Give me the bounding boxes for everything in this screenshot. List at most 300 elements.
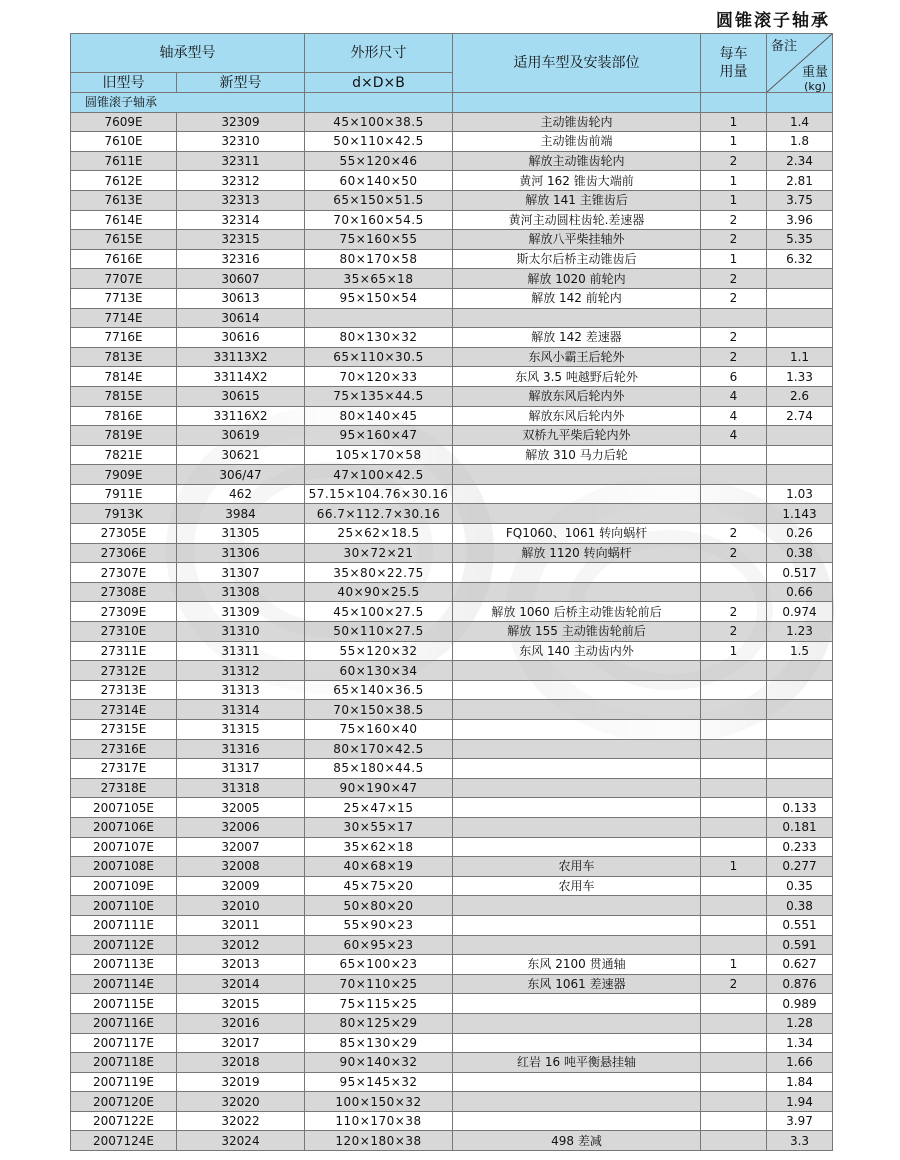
weight-cell: 0.551 bbox=[767, 915, 833, 935]
new-model-cell: 32010 bbox=[177, 896, 305, 916]
quantity-cell bbox=[701, 1033, 767, 1053]
table-row bbox=[71, 543, 833, 563]
table-row bbox=[71, 112, 833, 132]
old-model-cell: 2007117E bbox=[71, 1033, 177, 1053]
new-model-cell: 32022 bbox=[177, 1111, 305, 1131]
dimension-cell: 55×90×23 bbox=[305, 915, 453, 935]
quantity-cell bbox=[701, 837, 767, 857]
new-model-cell: 306/47 bbox=[177, 465, 305, 485]
weight-cell: 1.143 bbox=[767, 504, 833, 524]
dimension-cell: 80×140×45 bbox=[305, 406, 453, 426]
application-cell bbox=[453, 1072, 701, 1092]
old-model-cell: 7716E bbox=[71, 328, 177, 348]
dimension-cell: 40×90×25.5 bbox=[305, 582, 453, 602]
application-cell bbox=[453, 504, 701, 524]
quantity-cell bbox=[701, 700, 767, 720]
new-model-header: 新型号 bbox=[177, 73, 305, 93]
old-model-cell: 7911E bbox=[71, 484, 177, 504]
quantity-cell bbox=[701, 1131, 767, 1151]
new-model-cell: 32311 bbox=[177, 151, 305, 171]
table-row bbox=[71, 465, 833, 485]
application-cell: 农用车 bbox=[453, 876, 701, 896]
weight-cell: 0.277 bbox=[767, 857, 833, 877]
dimension-cell: 60×95×23 bbox=[305, 935, 453, 955]
quantity-cell bbox=[701, 994, 767, 1014]
dimension-cell: 50×110×42.5 bbox=[305, 132, 453, 152]
page-title: 圆锥滚子轴承 bbox=[716, 11, 830, 31]
dimension-cell: 80×130×32 bbox=[305, 328, 453, 348]
table-row bbox=[71, 171, 833, 191]
application-cell bbox=[453, 700, 701, 720]
application-cell: 解放东风后轮内外 bbox=[453, 406, 701, 426]
table-row bbox=[71, 406, 833, 426]
weight-cell bbox=[767, 328, 833, 348]
weight-cell: 0.591 bbox=[767, 935, 833, 955]
table-row bbox=[71, 288, 833, 308]
application-cell: 东风 3.5 吨越野后轮外 bbox=[453, 367, 701, 387]
old-model-cell: 7815E bbox=[71, 386, 177, 406]
old-model-cell: 2007105E bbox=[71, 798, 177, 818]
new-model-cell: 31307 bbox=[177, 563, 305, 583]
dimension-cell: 60×130×34 bbox=[305, 661, 453, 681]
table-row bbox=[71, 935, 833, 955]
table-row bbox=[71, 210, 833, 230]
dimension-cell: 75×115×25 bbox=[305, 994, 453, 1014]
old-model-cell: 27318E bbox=[71, 778, 177, 798]
quantity-cell bbox=[701, 1072, 767, 1092]
application-cell bbox=[453, 935, 701, 955]
application-cell: 解放 1060 后桥主动锥齿轮前后 bbox=[453, 602, 701, 622]
new-model-cell: 32007 bbox=[177, 837, 305, 857]
dimension-cell: 25×47×15 bbox=[305, 798, 453, 818]
section-row bbox=[71, 93, 833, 113]
weight-cell: 0.133 bbox=[767, 798, 833, 818]
table-row bbox=[71, 269, 833, 289]
old-model-cell: 2007122E bbox=[71, 1111, 177, 1131]
new-model-cell: 30607 bbox=[177, 269, 305, 289]
old-model-cell: 27311E bbox=[71, 641, 177, 661]
application-cell: 主动锥齿前端 bbox=[453, 132, 701, 152]
new-model-cell: 32008 bbox=[177, 857, 305, 877]
table-row bbox=[71, 504, 833, 524]
quantity-cell: 1 bbox=[701, 249, 767, 269]
old-model-cell: 7821E bbox=[71, 445, 177, 465]
weight-cell: 0.517 bbox=[767, 563, 833, 583]
quantity-cell bbox=[701, 896, 767, 916]
new-model-cell: 31316 bbox=[177, 739, 305, 759]
quantity-cell bbox=[701, 465, 767, 485]
table-row bbox=[71, 896, 833, 916]
new-model-cell: 31313 bbox=[177, 680, 305, 700]
per-vehicle-header bbox=[701, 34, 767, 93]
quantity-cell: 6 bbox=[701, 367, 767, 387]
application-cell bbox=[453, 465, 701, 485]
quantity-cell: 2 bbox=[701, 230, 767, 250]
new-model-cell: 32009 bbox=[177, 876, 305, 896]
quantity-cell bbox=[701, 582, 767, 602]
quantity-cell: 2 bbox=[701, 622, 767, 642]
quantity-cell bbox=[701, 563, 767, 583]
dimension-cell: 30×72×21 bbox=[305, 543, 453, 563]
dimension-cell: 95×150×54 bbox=[305, 288, 453, 308]
weight-cell: 1.66 bbox=[767, 1053, 833, 1073]
application-cell: 黄河 162 锥齿大端前 bbox=[453, 171, 701, 191]
quantity-cell bbox=[701, 759, 767, 779]
dimension-cell: 47×100×42.5 bbox=[305, 465, 453, 485]
application-cell: 双桥九平柴后轮内外 bbox=[453, 426, 701, 446]
old-model-cell: 2007107E bbox=[71, 837, 177, 857]
application-cell: 解放 142 前轮内 bbox=[453, 288, 701, 308]
weight-cell bbox=[767, 739, 833, 759]
dimension-cell: 75×135×44.5 bbox=[305, 386, 453, 406]
weight-cell: 1.28 bbox=[767, 1013, 833, 1033]
application-cell bbox=[453, 582, 701, 602]
quantity-cell: 2 bbox=[701, 269, 767, 289]
old-model-cell: 7609E bbox=[71, 112, 177, 132]
application-cell bbox=[453, 1092, 701, 1112]
new-model-cell: 462 bbox=[177, 484, 305, 504]
old-model-cell: 2007115E bbox=[71, 994, 177, 1014]
table-row bbox=[71, 1072, 833, 1092]
weight-cell: 1.03 bbox=[767, 484, 833, 504]
old-model-cell: 2007106E bbox=[71, 817, 177, 837]
old-model-cell: 7613E bbox=[71, 190, 177, 210]
bearing-model-header: 轴承型号 bbox=[71, 34, 305, 73]
quantity-cell: 1 bbox=[701, 955, 767, 975]
dimension-cell: 70×120×33 bbox=[305, 367, 453, 387]
table-row bbox=[71, 367, 833, 387]
weight-cell: 0.233 bbox=[767, 837, 833, 857]
weight-cell bbox=[767, 288, 833, 308]
weight-cell: 1.1 bbox=[767, 347, 833, 367]
table-row bbox=[71, 524, 833, 544]
new-model-cell: 31311 bbox=[177, 641, 305, 661]
new-model-cell: 32020 bbox=[177, 1092, 305, 1112]
new-model-cell: 31305 bbox=[177, 524, 305, 544]
application-cell bbox=[453, 308, 701, 328]
weight-cell bbox=[767, 759, 833, 779]
weight-cell: 0.876 bbox=[767, 974, 833, 994]
old-model-cell: 2007112E bbox=[71, 935, 177, 955]
application-cell bbox=[453, 817, 701, 837]
new-model-cell: 32014 bbox=[177, 974, 305, 994]
dimension-cell: 75×160×55 bbox=[305, 230, 453, 250]
table-row bbox=[71, 328, 833, 348]
new-model-cell: 32018 bbox=[177, 1053, 305, 1073]
table-row bbox=[71, 602, 833, 622]
weight-cell bbox=[767, 700, 833, 720]
old-model-cell: 2007124E bbox=[71, 1131, 177, 1151]
quantity-cell: 1 bbox=[701, 641, 767, 661]
weight-cell: 3.3 bbox=[767, 1131, 833, 1151]
application-cell bbox=[453, 720, 701, 740]
old-model-cell: 7909E bbox=[71, 465, 177, 485]
new-model-cell: 31306 bbox=[177, 543, 305, 563]
weight-cell: 0.38 bbox=[767, 896, 833, 916]
old-model-cell: 7713E bbox=[71, 288, 177, 308]
quantity-cell: 2 bbox=[701, 543, 767, 563]
old-model-cell: 7816E bbox=[71, 406, 177, 426]
dimension-cell: 105×170×58 bbox=[305, 445, 453, 465]
table-row bbox=[71, 132, 833, 152]
weight-cell: 3.97 bbox=[767, 1111, 833, 1131]
old-model-cell: 7813E bbox=[71, 347, 177, 367]
new-model-cell: 33113X2 bbox=[177, 347, 305, 367]
old-model-cell: 2007116E bbox=[71, 1013, 177, 1033]
dimension-cell: 50×110×27.5 bbox=[305, 622, 453, 642]
weight-cell: 0.66 bbox=[767, 582, 833, 602]
application-cell: 解放 1020 前轮内 bbox=[453, 269, 701, 289]
table-row bbox=[71, 915, 833, 935]
application-cell: 红岩 16 吨平衡悬挂轴 bbox=[453, 1053, 701, 1073]
weight-cell: 2.34 bbox=[767, 151, 833, 171]
new-model-cell: 32015 bbox=[177, 994, 305, 1014]
old-model-cell: 7612E bbox=[71, 171, 177, 191]
table-row bbox=[71, 661, 833, 681]
dimension-cell: 85×180×44.5 bbox=[305, 759, 453, 779]
new-model-cell: 32006 bbox=[177, 817, 305, 837]
application-cell: 斯太尔后桥主动锥齿后 bbox=[453, 249, 701, 269]
dimension-cell: 45×100×27.5 bbox=[305, 602, 453, 622]
table-row bbox=[71, 837, 833, 857]
dimension-cell: 45×100×38.5 bbox=[305, 112, 453, 132]
old-model-cell: 27307E bbox=[71, 563, 177, 583]
new-model-cell: 31318 bbox=[177, 778, 305, 798]
old-model-cell: 2007118E bbox=[71, 1053, 177, 1073]
table-row bbox=[71, 249, 833, 269]
quantity-cell: 2 bbox=[701, 347, 767, 367]
new-model-cell: 30621 bbox=[177, 445, 305, 465]
quantity-cell: 2 bbox=[701, 151, 767, 171]
table-row bbox=[71, 1092, 833, 1112]
table-row bbox=[71, 386, 833, 406]
weight-cell bbox=[767, 445, 833, 465]
table-row bbox=[71, 876, 833, 896]
application-cell: 解放主动锥齿轮内 bbox=[453, 151, 701, 171]
old-model-cell: 7610E bbox=[71, 132, 177, 152]
application-cell: 主动锥齿轮内 bbox=[453, 112, 701, 132]
table-row bbox=[71, 700, 833, 720]
new-model-cell: 32312 bbox=[177, 171, 305, 191]
table-row bbox=[71, 426, 833, 446]
new-model-cell: 31317 bbox=[177, 759, 305, 779]
application-cell bbox=[453, 896, 701, 916]
dimension-cell: 30×55×17 bbox=[305, 817, 453, 837]
table-row bbox=[71, 484, 833, 504]
dimension-cell: 95×160×47 bbox=[305, 426, 453, 446]
old-model-cell: 7611E bbox=[71, 151, 177, 171]
old-model-cell: 7614E bbox=[71, 210, 177, 230]
weight-cell: 0.26 bbox=[767, 524, 833, 544]
new-model-cell: 32013 bbox=[177, 955, 305, 975]
dimension-cell: 85×130×29 bbox=[305, 1033, 453, 1053]
dimension-cell: 75×160×40 bbox=[305, 720, 453, 740]
quantity-cell bbox=[701, 935, 767, 955]
dimension-cell: 70×150×38.5 bbox=[305, 700, 453, 720]
weight-cell: 1.5 bbox=[767, 641, 833, 661]
weight-cell bbox=[767, 465, 833, 485]
weight-cell: 0.974 bbox=[767, 602, 833, 622]
remark-label: 备注 bbox=[771, 39, 798, 54]
old-model-cell: 27316E bbox=[71, 739, 177, 759]
dimension-cell: 70×110×25 bbox=[305, 974, 453, 994]
weight-cell: 5.35 bbox=[767, 230, 833, 250]
new-model-cell: 31308 bbox=[177, 582, 305, 602]
weight-cell: 1.34 bbox=[767, 1033, 833, 1053]
new-model-cell: 3984 bbox=[177, 504, 305, 524]
dimension-cell: 90×190×47 bbox=[305, 778, 453, 798]
application-cell bbox=[453, 837, 701, 857]
quantity-cell: 1 bbox=[701, 171, 767, 191]
new-model-cell: 30613 bbox=[177, 288, 305, 308]
new-model-cell: 32016 bbox=[177, 1013, 305, 1033]
old-model-cell: 27314E bbox=[71, 700, 177, 720]
old-model-cell: 7819E bbox=[71, 426, 177, 446]
dimension-cell: 50×80×20 bbox=[305, 896, 453, 916]
table-row bbox=[71, 680, 833, 700]
quantity-cell: 2 bbox=[701, 288, 767, 308]
weight-cell bbox=[767, 680, 833, 700]
quantity-cell bbox=[701, 661, 767, 681]
weight-cell: 2.6 bbox=[767, 386, 833, 406]
old-model-cell: 27306E bbox=[71, 543, 177, 563]
table-row bbox=[71, 582, 833, 602]
dimension-cell: 65×100×23 bbox=[305, 955, 453, 975]
application-cell: 东风小霸王后轮外 bbox=[453, 347, 701, 367]
dimension-cell: 90×140×32 bbox=[305, 1053, 453, 1073]
dimension-cell: 60×140×50 bbox=[305, 171, 453, 191]
weight-cell: 1.94 bbox=[767, 1092, 833, 1112]
old-model-cell: 27312E bbox=[71, 661, 177, 681]
old-model-cell: 2007108E bbox=[71, 857, 177, 877]
dimension-cell: 45×75×20 bbox=[305, 876, 453, 896]
weight-cell: 0.627 bbox=[767, 955, 833, 975]
new-model-cell: 30616 bbox=[177, 328, 305, 348]
old-model-cell: 2007114E bbox=[71, 974, 177, 994]
old-model-cell: 7616E bbox=[71, 249, 177, 269]
application-cell: FQ1060、1061 转向蜗杆 bbox=[453, 524, 701, 544]
quantity-cell: 2 bbox=[701, 210, 767, 230]
quantity-cell: 1 bbox=[701, 132, 767, 152]
application-cell: 东风 2100 贯通轴 bbox=[453, 955, 701, 975]
quantity-cell: 2 bbox=[701, 328, 767, 348]
table-row bbox=[71, 974, 833, 994]
old-model-cell: 27308E bbox=[71, 582, 177, 602]
application-cell: 农用车 bbox=[453, 857, 701, 877]
old-model-header: 旧型号 bbox=[71, 73, 177, 93]
quantity-cell bbox=[701, 915, 767, 935]
old-model-cell: 7913K bbox=[71, 504, 177, 524]
new-model-cell: 31310 bbox=[177, 622, 305, 642]
application-cell: 解放 142 差速器 bbox=[453, 328, 701, 348]
quantity-cell: 4 bbox=[701, 386, 767, 406]
new-model-cell: 30615 bbox=[177, 386, 305, 406]
application-cell: 东风 1061 差速器 bbox=[453, 974, 701, 994]
table-row bbox=[71, 641, 833, 661]
weight-cell: 0.181 bbox=[767, 817, 833, 837]
application-cell bbox=[453, 661, 701, 681]
old-model-cell: 7714E bbox=[71, 308, 177, 328]
per-vehicle-line2: 用量 bbox=[719, 64, 748, 80]
new-model-cell: 32019 bbox=[177, 1072, 305, 1092]
new-model-cell: 31309 bbox=[177, 602, 305, 622]
quantity-cell bbox=[701, 1111, 767, 1131]
table-row bbox=[71, 1013, 833, 1033]
dimension-cell: 25×62×18.5 bbox=[305, 524, 453, 544]
dimension-cell: 95×145×32 bbox=[305, 1072, 453, 1092]
old-model-cell: 2007113E bbox=[71, 955, 177, 975]
table-row bbox=[71, 857, 833, 877]
dimension-cell: 55×120×46 bbox=[305, 151, 453, 171]
quantity-cell bbox=[701, 1013, 767, 1033]
quantity-cell: 1 bbox=[701, 112, 767, 132]
dimension-cell bbox=[305, 308, 453, 328]
table-row bbox=[71, 151, 833, 171]
old-model-cell: 7615E bbox=[71, 230, 177, 250]
table-row bbox=[71, 563, 833, 583]
new-model-cell: 31312 bbox=[177, 661, 305, 681]
new-model-cell: 32017 bbox=[177, 1033, 305, 1053]
new-model-cell: 32313 bbox=[177, 190, 305, 210]
dimension-cell: 80×170×42.5 bbox=[305, 739, 453, 759]
quantity-cell bbox=[701, 504, 767, 524]
application-cell bbox=[453, 563, 701, 583]
new-model-cell: 33116X2 bbox=[177, 406, 305, 426]
old-model-cell: 27309E bbox=[71, 602, 177, 622]
dimensions-header: 外形尺寸 bbox=[305, 34, 453, 73]
new-model-cell: 32005 bbox=[177, 798, 305, 818]
application-cell: 黄河主动圆柱齿轮.差速器 bbox=[453, 210, 701, 230]
dimension-cell: 35×62×18 bbox=[305, 837, 453, 857]
quantity-cell bbox=[701, 1092, 767, 1112]
application-cell: 解放 310 马力后轮 bbox=[453, 445, 701, 465]
quantity-cell: 1 bbox=[701, 857, 767, 877]
weight-cell bbox=[767, 426, 833, 446]
table-row bbox=[71, 955, 833, 975]
weight-cell: 1.8 bbox=[767, 132, 833, 152]
table-row bbox=[71, 798, 833, 818]
new-model-cell: 33114X2 bbox=[177, 367, 305, 387]
table-row bbox=[71, 817, 833, 837]
quantity-cell bbox=[701, 308, 767, 328]
new-model-cell: 32314 bbox=[177, 210, 305, 230]
table-row bbox=[71, 720, 833, 740]
old-model-cell: 2007119E bbox=[71, 1072, 177, 1092]
old-model-cell: 2007111E bbox=[71, 915, 177, 935]
old-model-cell: 27310E bbox=[71, 622, 177, 642]
section-empty-cell bbox=[453, 93, 701, 113]
application-cell bbox=[453, 1013, 701, 1033]
dimension-cell: 35×80×22.75 bbox=[305, 563, 453, 583]
application-cell: 498 差减 bbox=[453, 1131, 701, 1151]
weight-cell bbox=[767, 778, 833, 798]
old-model-cell: 2007120E bbox=[71, 1092, 177, 1112]
new-model-cell: 32309 bbox=[177, 112, 305, 132]
table-row bbox=[71, 622, 833, 642]
section-empty-cell bbox=[305, 93, 453, 113]
remark-weight-header bbox=[767, 34, 833, 93]
application-cell: 解放八平柴挂轴外 bbox=[453, 230, 701, 250]
application-cell: 解放东风后轮内外 bbox=[453, 386, 701, 406]
new-model-cell: 30619 bbox=[177, 426, 305, 446]
dimension-cell: 120×180×38 bbox=[305, 1131, 453, 1151]
application-cell: 解放 155 主动锥齿轮前后 bbox=[453, 622, 701, 642]
weight-cell bbox=[767, 661, 833, 681]
application-cell bbox=[453, 994, 701, 1014]
table-row bbox=[71, 994, 833, 1014]
application-header: 适用车型及安装部位 bbox=[453, 34, 701, 93]
dimension-cell: 65×140×36.5 bbox=[305, 680, 453, 700]
